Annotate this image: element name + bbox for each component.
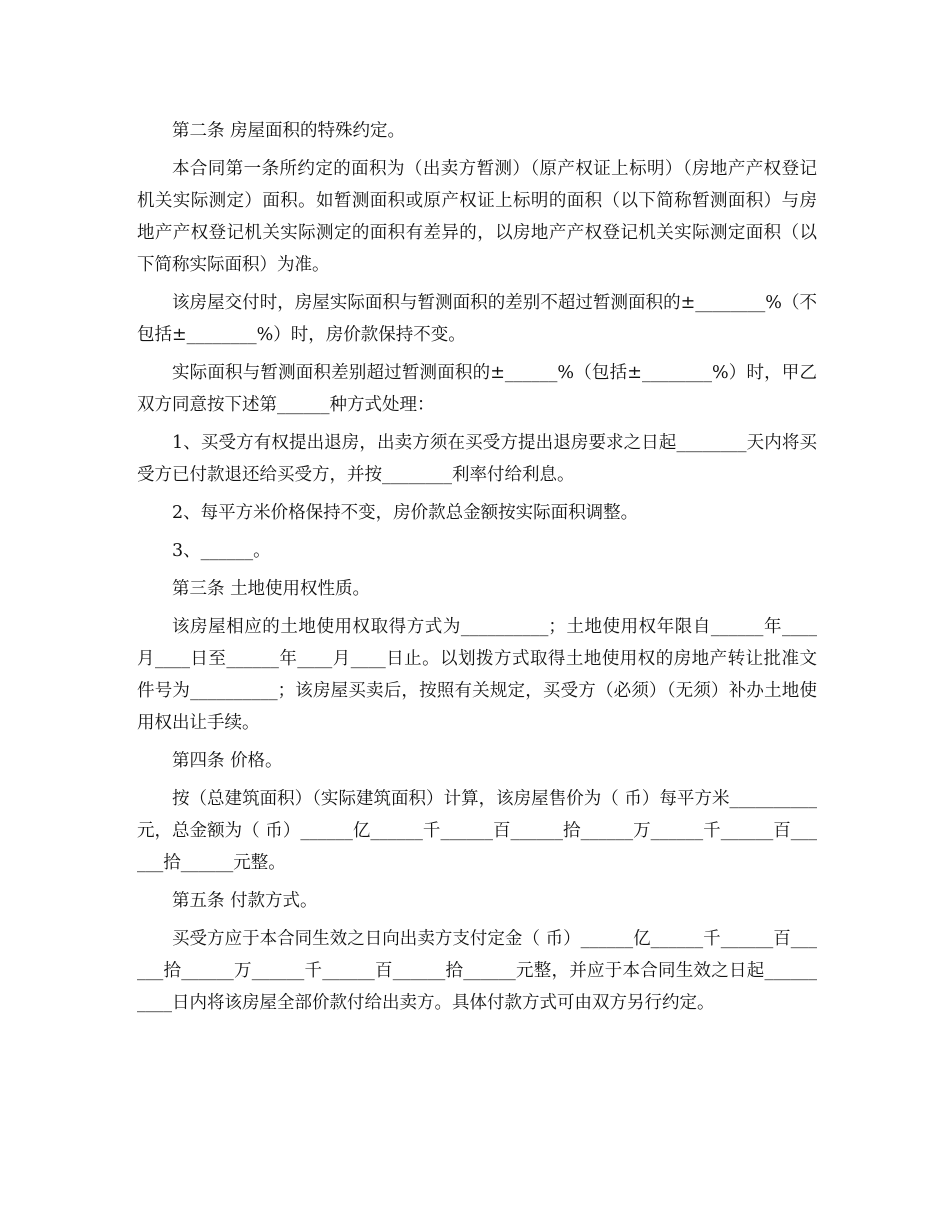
article-2-tolerance-clause: 该房屋交付时，房屋实际面积与暂测面积的差别不超过暂测面积的±________%（不包括±________%）时，房价款保持不变。 — [137, 293, 817, 345]
article-2-option-1: 1、买受方有权提出退房，出卖方须在买受方提出退房要求之日起________天内将买受方已付款退还给买受方，并按________利率付给利息。 — [137, 433, 817, 485]
article-4-heading: 第四条 价格。 — [172, 751, 283, 771]
article-3-heading: 第三条 土地使用权性质。 — [172, 579, 371, 599]
article-2-option-2: 2、每平方米价格保持不变，房价款总金额按实际面积调整。 — [172, 503, 639, 523]
article-2-option-3: 3、______。 — [172, 541, 271, 561]
article-2-exceed-clause: 实际面积与暂测面积差别超过暂测面积的±______%（包括±________%）时，甲乙双方同意按下述第______种方式处理： — [137, 363, 817, 415]
article-5-payment-clause: 买受方应于本合同生效之日向出卖方支付定金（ 币）______亿______千______百______拾______万______千______百______拾______元整，并应于本合同生效之日起__________日内将该房屋全部价款付给出卖方。具体付款方式可由双方另行约定。 — [137, 929, 817, 1013]
document-page — [137, 115, 817, 1025]
article-2-heading: 第二条 房屋面积的特殊约定。 — [172, 121, 406, 141]
article-5-heading: 第五条 付款方式。 — [172, 891, 318, 911]
article-3-land-use-clause: 该房屋相应的土地使用权取得方式为__________；土地使用权年限自______年____月____日至______年____月____日止。以划拨方式取得土地使用权的房地产转让批准文件号为__________；该房屋买卖后，按照有关规定，买受方（必须）（无须）补办土地使用权出让手续。 — [137, 617, 817, 733]
article-2-area-definition: 本合同第一条所约定的面积为（出卖方暂测）（原产权证上标明）（房地产产权登记机关实际测定）面积。如暂测面积或原产权证上标明的面积（以下简称暂测面积）与房地产产权登记机关实际测定的面积有差异的，以房地产产权登记机关实际测定面积（以下简称实际面积）为准。 — [137, 159, 817, 275]
article-4-price-clause: 按（总建筑面积）（实际建筑面积）计算，该房屋售价为（ 币）每平方米__________元，总金额为（ 币）______亿______千______百______拾______万______千______百______拾______元整。 — [137, 789, 817, 873]
